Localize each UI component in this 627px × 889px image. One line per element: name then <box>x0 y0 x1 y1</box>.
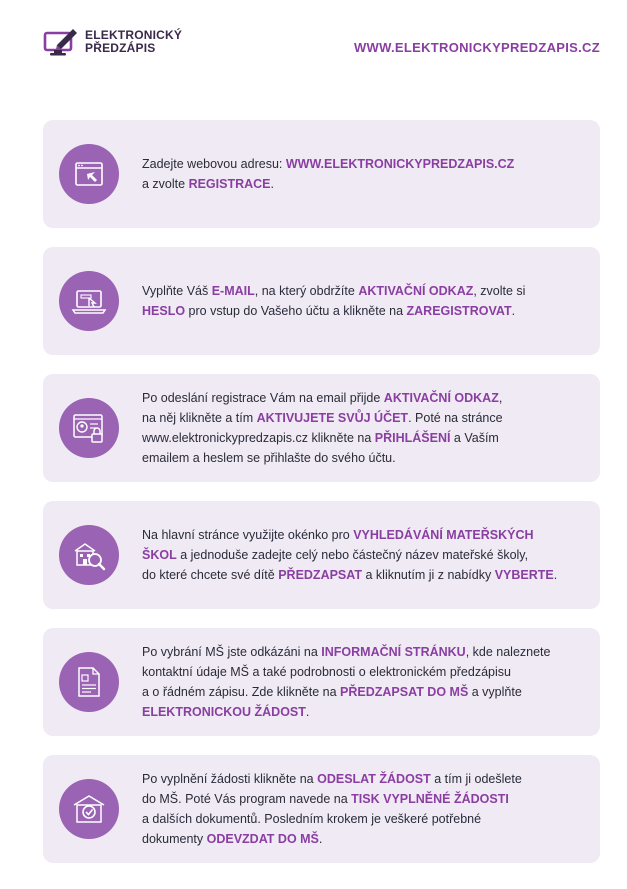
step-card-1 <box>43 120 600 228</box>
school-search-icon <box>59 525 119 585</box>
text-segment: do které chcete své dítě <box>142 568 279 582</box>
highlight-term: ODESLAT ŽÁDOST <box>317 772 431 786</box>
monitor-pen-icon <box>43 27 79 57</box>
text-line <box>142 642 584 662</box>
step-card-4 <box>43 501 600 609</box>
text-segment: . <box>305 705 310 719</box>
step-1-text <box>142 120 584 228</box>
school-check-icon <box>59 779 119 839</box>
highlight-term: PŘIHLÁŠENÍ <box>374 431 451 445</box>
step-card-3 <box>43 374 600 482</box>
text-segment: pro vstup do Vašeho účtu a klikněte na <box>185 304 407 318</box>
text-segment: , kde naleznete <box>465 645 551 659</box>
highlight-term: REGISTRACE <box>188 177 271 191</box>
text-line <box>142 154 584 174</box>
step-4-text <box>142 501 584 609</box>
text-segment: a Vaším <box>450 431 499 445</box>
highlight-term: WWW.ELEKTRONICKYPREDZAPIS.CZ <box>285 157 515 171</box>
text-line <box>142 769 584 789</box>
step-4-icon-circle <box>59 525 119 585</box>
text-segment: Po vyplnění žádosti klikněte na <box>142 772 318 786</box>
text-line <box>142 388 584 408</box>
text-segment: , zvolte si <box>473 284 526 298</box>
text-line <box>142 545 584 565</box>
step-1-icon-circle <box>59 144 119 204</box>
text-segment: do MŠ. Poté Vás program navede na <box>142 792 352 806</box>
highlight-term: AKTIVUJETE SVŮJ ÚČET <box>256 411 409 425</box>
text-segment: Vyplňte Váš <box>142 284 212 298</box>
text-segment: a vyplňte <box>468 685 522 699</box>
text-line <box>142 662 584 682</box>
text-segment: kontaktní údaje MŠ a také podrobnosti o elektronickém předzápisu <box>142 665 511 679</box>
text-line <box>142 408 584 428</box>
highlight-term: VYHLEDÁVÁNÍ MATEŘSKÝCH <box>353 528 534 542</box>
text-line <box>142 565 584 585</box>
text-line <box>142 174 584 194</box>
step-2-text <box>142 247 584 355</box>
text-line <box>142 789 584 809</box>
highlight-term: HESLO <box>142 304 186 318</box>
text-segment: . <box>318 832 323 846</box>
step-card-5 <box>43 628 600 736</box>
text-segment: Po vybrání MŠ jste odkázáni na <box>142 645 322 659</box>
step-5-text <box>142 628 584 736</box>
page-header <box>0 0 627 80</box>
text-segment: dokumenty <box>142 832 207 846</box>
logo-line-2: PŘEDZÁPIS <box>85 41 156 55</box>
text-line <box>142 428 584 448</box>
text-segment: . <box>511 304 516 318</box>
step-card-6 <box>43 755 600 863</box>
text-segment: . <box>270 177 274 191</box>
text-segment: , <box>498 391 503 405</box>
site-url-link[interactable]: WWW.ELEKTRONICKYPREDZAPIS.CZ <box>353 40 600 55</box>
text-segment: a kliknutím ji z nabídky <box>362 568 495 582</box>
highlight-term: TISK VYPLNĚNÉ ŽÁDOSTI <box>351 792 509 806</box>
step-6-text <box>142 755 584 863</box>
text-segment: www.elektronickypredzapis.cz klikněte na <box>142 431 375 445</box>
text-line <box>142 448 584 468</box>
highlight-term: PŘEDZAPSAT <box>278 568 363 582</box>
browser-pointer-icon <box>59 144 119 204</box>
text-segment: a zvolte <box>142 177 189 191</box>
highlight-term: PŘEDZAPSAT DO MŠ <box>340 685 469 699</box>
user-lock-icon <box>59 398 119 458</box>
text-segment: Na hlavní stránce využijte okénko pro <box>142 528 354 542</box>
highlight-term: AKTIVAČNÍ ODKAZ <box>383 391 499 405</box>
text-line <box>142 525 584 545</box>
text-segment: a tím ji odešlete <box>430 772 522 786</box>
text-segment: Po odeslání registrace Vám na email přijde <box>142 391 384 405</box>
text-segment: Zadejte webovou adresu: <box>142 157 286 171</box>
text-line <box>142 702 584 722</box>
text-segment: a jednoduše zadejte celý nebo částečný název mateřské školy, <box>176 548 529 562</box>
highlight-term: ZAREGISTROVAT <box>406 304 512 318</box>
highlight-term: E-MAIL <box>211 284 255 298</box>
text-segment: , na který obdržíte <box>254 284 359 298</box>
step-6-icon-circle <box>59 779 119 839</box>
highlight-term: ODEVZDAT DO MŠ <box>206 832 319 846</box>
text-segment: emailem a heslem se přihlašte do svého účtu. <box>142 451 396 465</box>
step-2-icon-circle <box>59 271 119 331</box>
text-line <box>142 829 584 849</box>
highlight-term: ELEKTRONICKOU ŽÁDOST <box>142 705 306 719</box>
text-line <box>142 301 584 321</box>
highlight-term: ŠKOL <box>142 548 177 562</box>
text-line <box>142 682 584 702</box>
laptop-click-icon <box>59 271 119 331</box>
highlight-term: AKTIVAČNÍ ODKAZ <box>358 284 474 298</box>
text-segment: a dalších dokumentů. Posledním krokem je veškeré potřebné <box>142 812 482 826</box>
document-info-icon <box>59 652 119 712</box>
step-card-2 <box>43 247 600 355</box>
highlight-term: INFORMAČNÍ STRÁNKU <box>321 645 466 659</box>
text-line <box>142 281 584 301</box>
step-5-icon-circle <box>59 652 119 712</box>
step-3-text <box>142 374 584 482</box>
logo-line-1: ELEKTRONICKÝ <box>85 28 183 42</box>
step-3-icon-circle <box>59 398 119 458</box>
text-segment: . Poté na stránce <box>408 411 503 425</box>
logo[interactable] <box>43 27 182 57</box>
text-segment: na něj klikněte a tím <box>142 411 257 425</box>
text-segment: a o řádném zápisu. Zde klikněte na <box>142 685 341 699</box>
text-line <box>142 809 584 829</box>
highlight-term: VYBERTE <box>494 568 554 582</box>
text-segment: . <box>553 568 558 582</box>
logo-text <box>85 29 182 55</box>
